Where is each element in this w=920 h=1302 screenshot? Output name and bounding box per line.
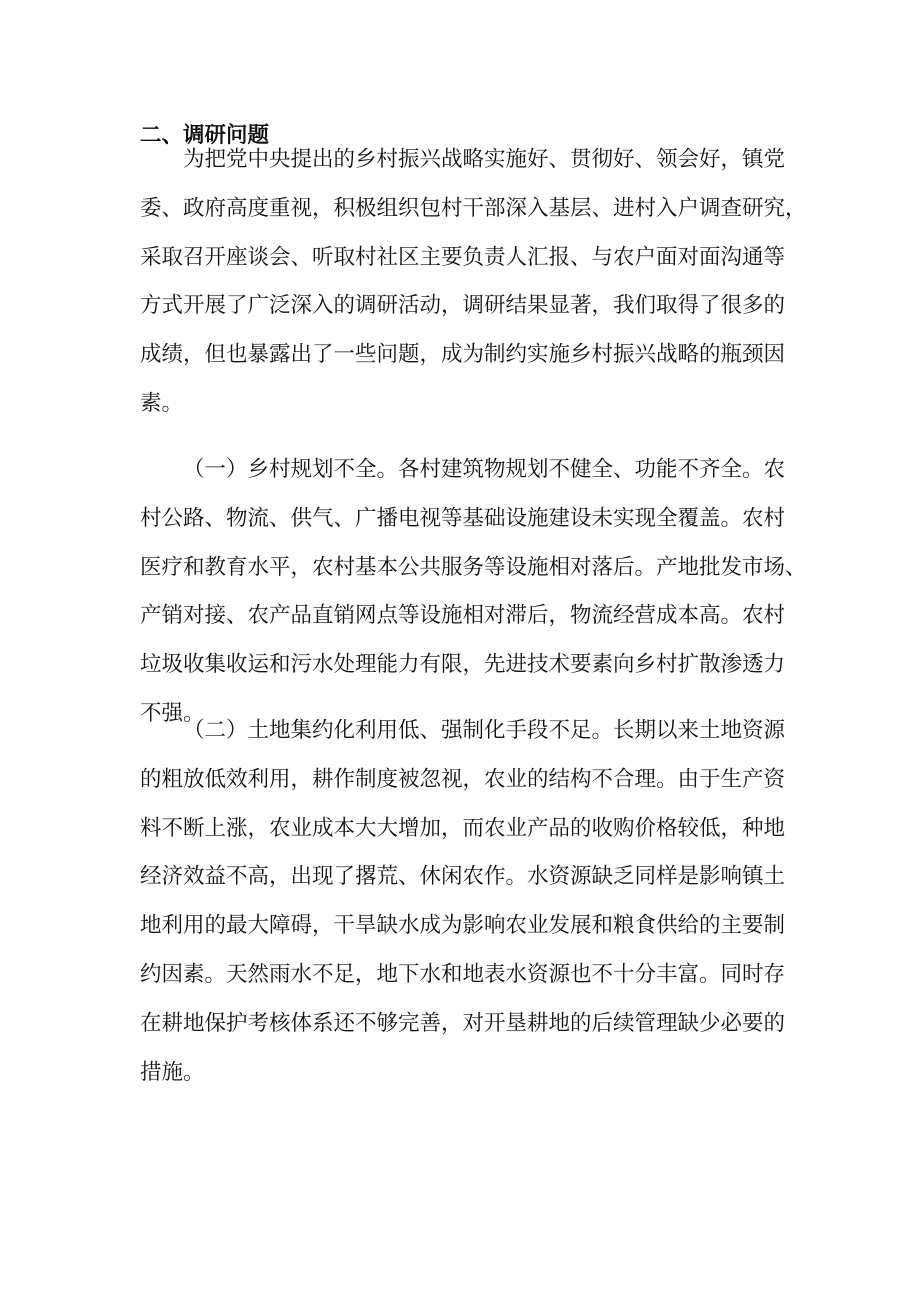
text-line: 垃圾收集收运和污水处理能力有限，先进技术要素向乡村扩散渗透力 — [140, 652, 786, 678]
paragraph-land-use — [140, 707, 786, 1097]
text-line: 方式开展了广泛深入的调研活动，调研结果显著，我们取得了很多的 — [140, 293, 786, 319]
text-line: 医疗和教育水平，农村基本公共服务等设施相对落后。产地批发市场、 — [140, 554, 807, 580]
text-line: 村公路、物流、供气、广播电视等基础设施建设未实现全覆盖。农村 — [140, 505, 786, 531]
text-line: 地利用的最大障碍，干旱缺水成为影响农业发展和粮食供给的主要制 — [140, 913, 786, 939]
text-line: 料不断上涨，农业成本大大增加，而农业产品的收购价格较低，种地 — [140, 815, 786, 841]
text-line: （二）土地集约化利用低、强制化手段不足。长期以来土地资源 — [183, 718, 786, 743]
text-line: 为把党中央提出的乡村振兴战略实施好、贯彻好、领会好，镇党 — [183, 147, 786, 172]
text-line: 委、政府高度重视，积极组织包村干部深入基层、进村入户调查研究， — [140, 195, 807, 221]
text-line: 成绩，但也暴露出了一些问题，成为制约实施乡村振兴战略的瓶颈因 — [140, 342, 786, 368]
text-line: 产销对接、农产品直销网点等设施相对滞后，物流经营成本高。农村 — [140, 603, 786, 629]
text-line: 不强。 — [140, 700, 205, 726]
text-line: 在耕地保护考核体系还不够完善，对开垦耕地的后续管理缺少必要的 — [140, 1010, 786, 1036]
text-line: 的粗放低效利用，耕作制度被忽视，农业的结构不合理。由于生产资 — [140, 766, 786, 792]
text-line: 约因素。天然雨水不足，地下水和地表水资源也不十分丰富。同时存 — [140, 961, 786, 987]
text-line: 经济效益不高，出现了撂荒、休闲农作。水资源缺乏同样是影响镇土 — [140, 864, 786, 890]
text-line: 措施。 — [140, 1059, 205, 1085]
text-line: 采取召开座谈会、听取村社区主要负责人汇报、与农户面对面沟通等 — [140, 244, 786, 270]
text-line: 素。 — [140, 390, 184, 416]
paragraph-rural-planning — [140, 446, 807, 739]
text-line: （一）乡村规划不全。各村建筑物规划不健全、功能不齐全。农 — [183, 457, 786, 482]
paragraph-survey-intro — [140, 136, 807, 429]
section-heading: 二、调研问题 — [140, 123, 270, 148]
